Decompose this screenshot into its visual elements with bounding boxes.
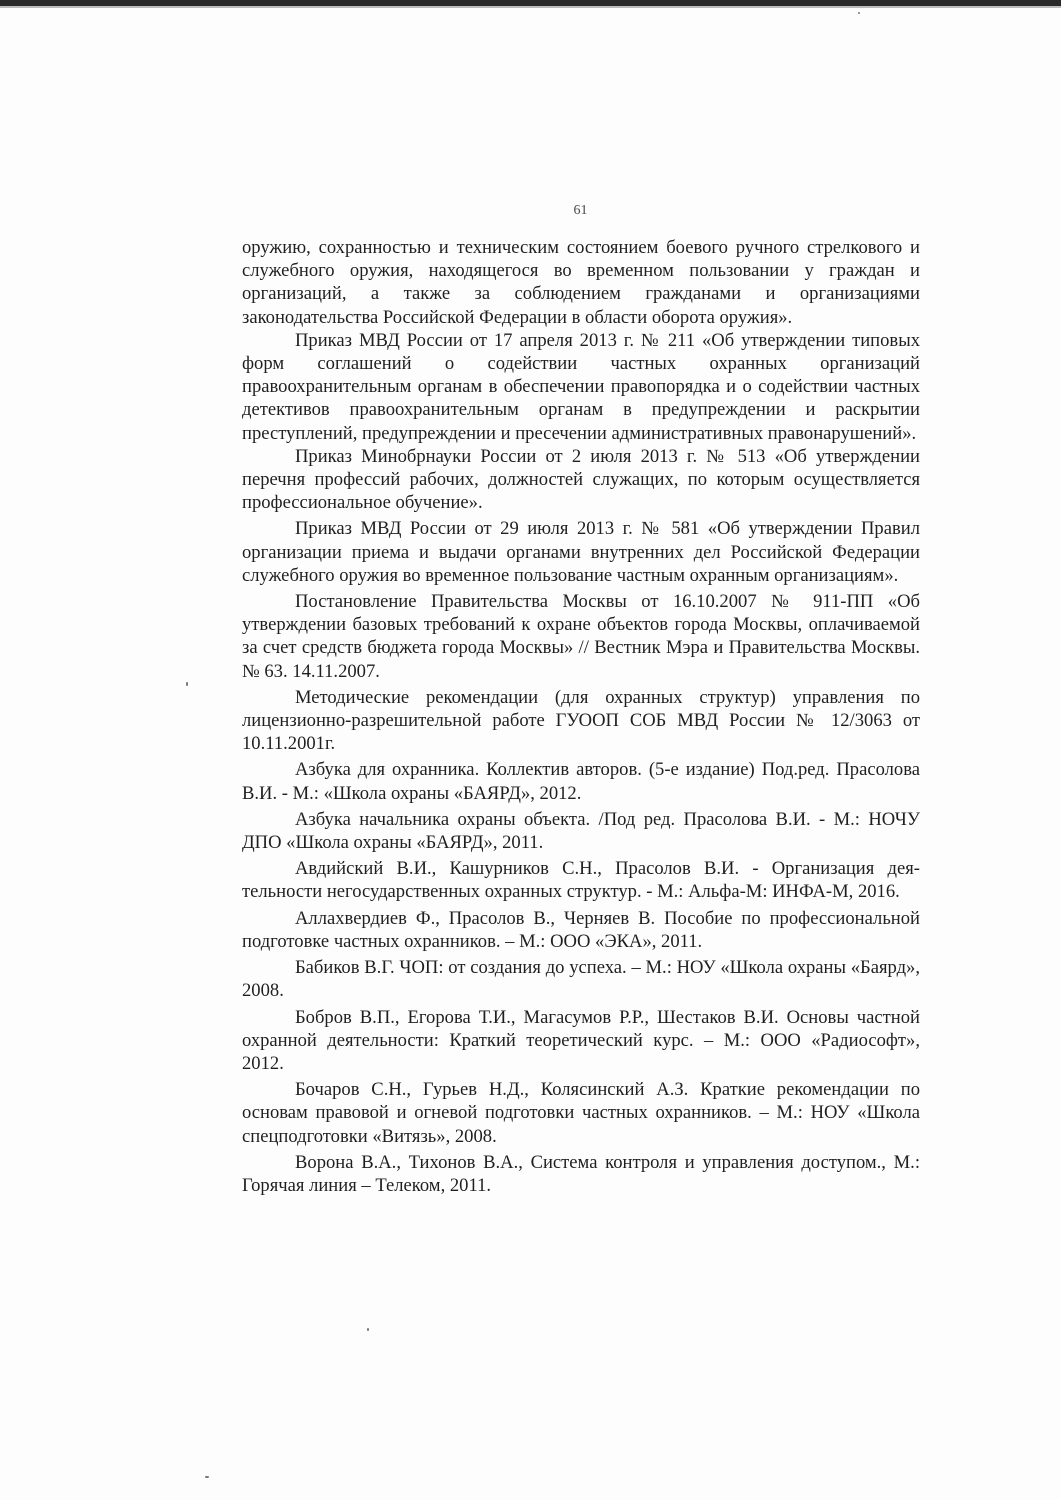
reference-entry: Ворона В.А., Тихонов В.А., Система контроля и управления доступом., М.: Горячая линия – Телеком, 2011. (242, 1151, 920, 1196)
reference-entry: Азбука начальника охраны объекта. /Под ред. Прасолова В.И. - М.: НОЧУ ДПО «Школа охраны «БАЯРД», 2011. (242, 808, 920, 854)
reference-entry: Приказ МВД России от 29 июля 2013 г. № 581 «Об утверждении Правил организации приема и выдачи органами внутренних дел Российской Федерации служебного оружия во временное пользование частным охранным организациям». (242, 518, 920, 586)
scan-speck (205, 1476, 209, 1478)
reference-entry: Бочаров С.Н., Гурьев Н.Д., Колясинский А.З. Краткие рекомендации по основам правовой и огневой подготовки частных охранников. – М.: НОУ «Школа спецподготовки «Витязь», 2008. (242, 1079, 920, 1147)
reference-entry: Бобров В.П., Егорова Т.И., Магасумов Р.Р., Шестаков В.И. Основы частной охранной деятельности: Краткий теоретический курс. – М.: ООО «Радиософт», 2012. (242, 1006, 920, 1074)
reference-entry: Авдийский В.И., Кашурников С.Н., Прасолов В.И. - Организация деятельности негосударственных охранных структур. - М.: Альфа-М: ИНФА-М, 2016. (242, 858, 920, 903)
reference-entry: Приказ Минобрнауки России от 2 июля 2013 г. № 513 «Об утверждении перечня профессий рабочих, должностей служащих, по которым осуществляется профессиональное обучение». (242, 445, 920, 514)
reference-entry: Азбука для охранника. Коллектив авторов. (5-е издание) Под.ред. Прасолова В.И. - М.: «Школа охраны «БАЯРД», 2012. (242, 759, 920, 804)
page-number: 61 (573, 203, 588, 218)
reference-entry: Приказ МВД России от 17 апреля 2013 г. № 211 «Об утверждении типовых форм соглашений о содействии частных охранных организаций правоохранительным органам в обеспечении правопорядка и о содействии частных детективов правоохранительным органам в предупреждении и раскрытии преступлений, предупреждении и пресечении административных правонарушений». (242, 329, 920, 444)
scan-speck (367, 1328, 369, 1331)
reference-entry: Бабиков В.Г. ЧОП: от создания до успеха. – М.: НОУ «Школа охраны «Баярд», 2008. (242, 957, 920, 1002)
reference-entry: Постановление Правительства Москвы от 16.10.2007 № 911-ПП «Об утверждении базовых требований к охране объектов города Москвы, оплачиваемой за счет средств бюджета города Москвы» // Вестник Мэра и Правительства Москвы. № 63. 14.11.2007. (242, 591, 920, 682)
reference-entry: Методические рекомендации (для охранных структур) управления по лицензионно-разрешительной работе ГУООП СОБ МВД России № 12/3063 от 10.11.2001г. (242, 686, 920, 755)
document-body (242, 236, 920, 1197)
paragraph-continuation: оружию, сохранностью и техническим состоянием боевого ручного стрелкового и служебного оружия, находящегося во временном пользовании у граждан и организаций, а также за соблюдением гражданами и организациями законодательства Российской Федерации в области оборота оружия». (242, 237, 920, 328)
scan-speck (186, 682, 188, 686)
scan-speck (858, 12, 860, 14)
scan-top-edge-shadow (0, 6, 1061, 8)
reference-entry: Аллахвердиев Ф., Прасолов В., Черняев В. Пособие по профессиональной подготовке частных охранников. – М.: ООО «ЭКА», 2011. (242, 907, 920, 952)
